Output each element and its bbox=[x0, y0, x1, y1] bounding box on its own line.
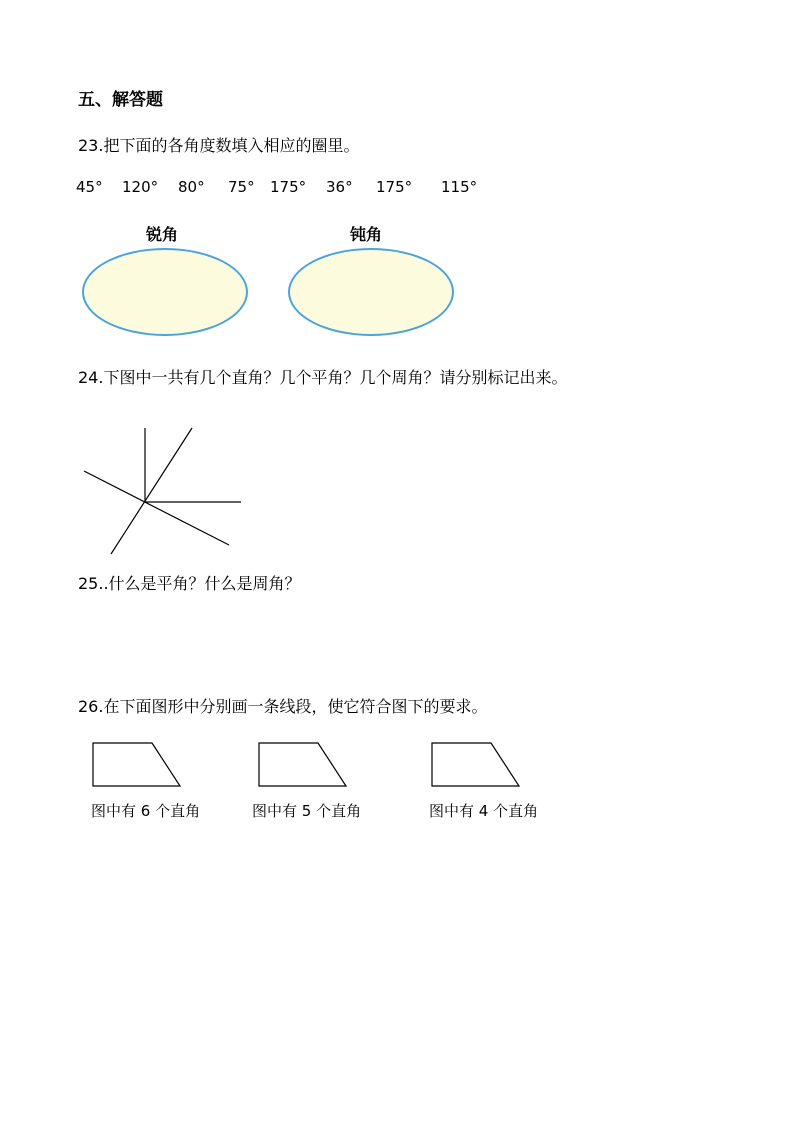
angle-value: 80° bbox=[178, 178, 205, 196]
trapezoid-figure-1 bbox=[91, 741, 183, 789]
trapezoid-figure-2 bbox=[257, 741, 349, 789]
question-26-text: 26.在下面图形中分别画一条线段，使它符合图下的要求。 bbox=[78, 697, 488, 716]
angle-value: 45° bbox=[76, 178, 103, 196]
obtuse-angle-label: 钝角 bbox=[350, 225, 383, 244]
angle-value: 175° bbox=[270, 178, 307, 196]
intersecting-lines-figure bbox=[80, 425, 250, 560]
acute-angle-label: 锐角 bbox=[146, 225, 179, 244]
figure-caption: 图中有 4 个直角 bbox=[429, 802, 539, 820]
figure-caption: 图中有 5 个直角 bbox=[252, 802, 362, 820]
section-title: 五、解答题 bbox=[78, 90, 163, 110]
crossing-line bbox=[84, 471, 229, 545]
angle-value: 75° bbox=[228, 178, 255, 196]
figure-caption: 图中有 6 个直角 bbox=[91, 802, 201, 820]
angle-value: 115° bbox=[441, 178, 478, 196]
trapezoid-figure-3 bbox=[430, 741, 522, 789]
obtuse-angle-oval bbox=[288, 248, 454, 336]
question-23-text: 23.把下面的各角度数填入相应的圈里。 bbox=[78, 136, 360, 155]
acute-angle-oval bbox=[82, 248, 248, 336]
angle-value: 175° bbox=[376, 178, 413, 196]
question-25-text: 25..什么是平角？什么是周角？ bbox=[78, 574, 301, 593]
angle-value: 120° bbox=[122, 178, 159, 196]
question-24-text: 24.下图中一共有几个直角？几个平角？几个周角？请分别标记出来。 bbox=[78, 368, 568, 387]
angle-value: 36° bbox=[326, 178, 353, 196]
